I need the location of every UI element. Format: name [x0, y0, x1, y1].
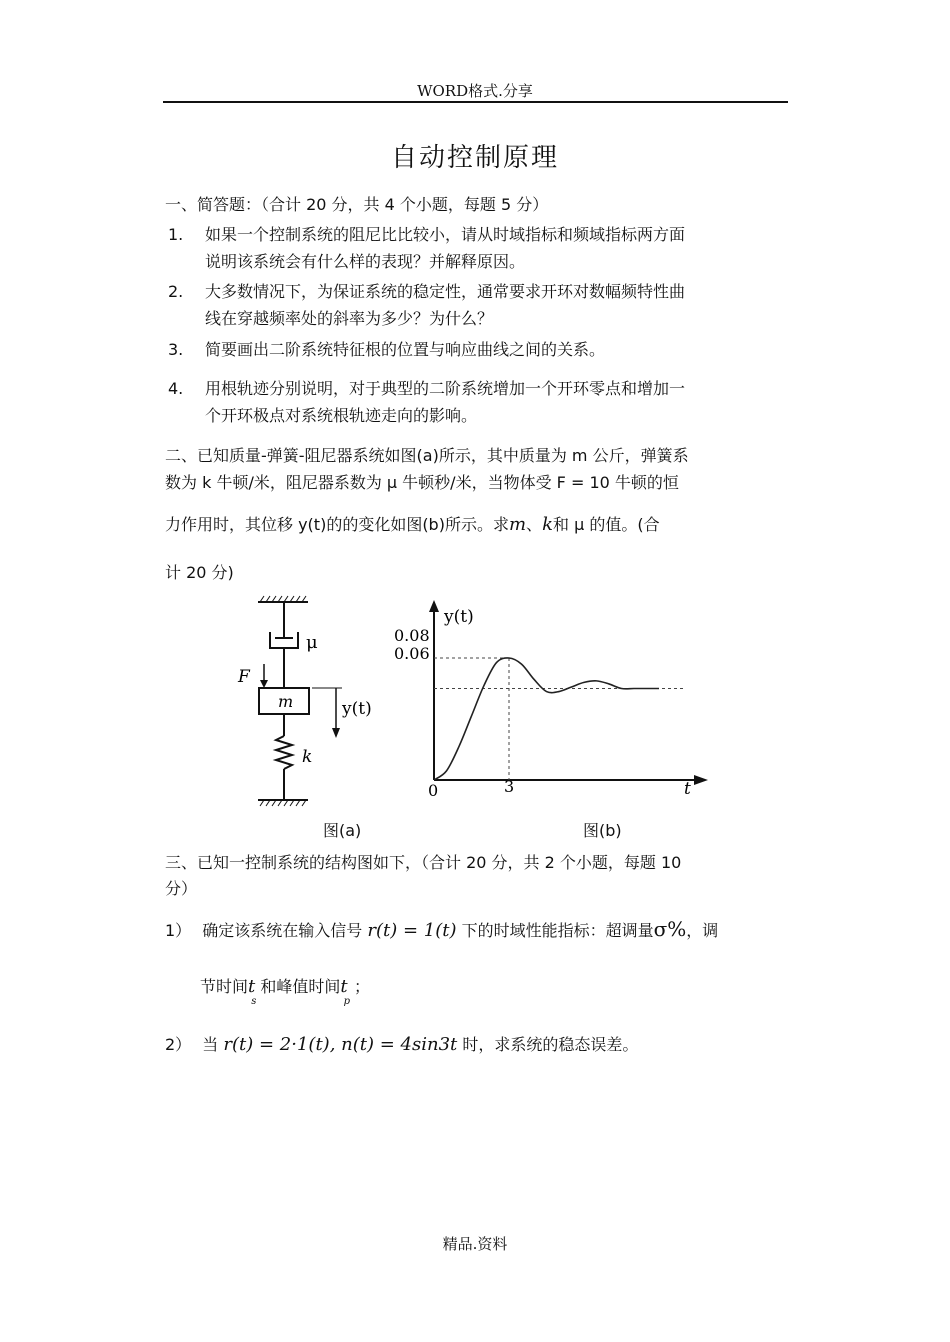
var-m: m — [508, 514, 527, 535]
section3-line1: 三、已知一控制系统的结构图如下，（合计 20 分，共 2 个小题，每题 10 — [165, 853, 682, 872]
q4-line2: 个开环极点对系统根轨迹走向的影响。 — [205, 406, 478, 425]
tick-label-3: 3 — [504, 777, 515, 796]
section2-line2: 数为 k 牛顿/米，阻尼器系数为 μ 牛顿秒/米，当物体受 F = 10 牛顿的恒 — [165, 473, 679, 492]
settling-time-symbol: t — [248, 976, 256, 997]
q1-line2: 说明该系统会有什么样的表现？并解释原因。 — [205, 252, 526, 271]
mass-label: m — [278, 692, 294, 711]
q3-number: 3. — [168, 340, 184, 359]
section2-line1: 二、已知质量-弹簧-阻尼器系统如图(a)所示，其中质量为 m 公斤，弹簧系 — [165, 446, 689, 465]
section3-q1-number: 1） — [165, 921, 192, 940]
section3-q2-line — [165, 1034, 638, 1056]
section3-q1-text-c: ，调 — [686, 921, 719, 940]
tick-label-008: 0.08 — [394, 626, 430, 645]
section3-q1-text-a: 确定该系统在输入信号 — [202, 921, 363, 940]
section3-q1-line1 — [165, 918, 718, 942]
section3-line2: 分） — [165, 879, 198, 898]
q3-line1: 简要画出二阶系统特征根的位置与响应曲线之间的关系。 — [205, 340, 606, 359]
var-k: k — [542, 514, 553, 535]
y-axis-label: y(t) — [444, 607, 474, 627]
y-axis-arrow — [429, 600, 439, 612]
section2-line3 — [165, 514, 660, 536]
q1-number: 1. — [168, 225, 184, 244]
document-title: 自动控制原理 — [390, 143, 559, 173]
section2-line3-text-a: 力作用时，其位移 y(t)的的变化如图(b)所示。求 — [165, 515, 509, 534]
response-curve — [434, 658, 659, 780]
section3-q1-line2-b: 和峰值时间 — [260, 977, 341, 996]
section2-line4: 计 20 分) — [165, 563, 234, 582]
page-footer: 精品.资料 — [442, 1235, 508, 1253]
q1-line1: 如果一个控制系统的阻尼比比较小，请从时域指标和频域指标两方面 — [205, 225, 686, 244]
section3-q1-formula: r(t) = 1(t) — [367, 920, 457, 941]
tick-label-006: 0.06 — [394, 644, 430, 663]
force-arrow-head — [260, 680, 268, 688]
section2-line3-text-b: 和 μ 的值。(合 — [552, 515, 660, 534]
mu-label: μ — [306, 632, 318, 653]
q4-line1: 用根轨迹分别说明，对于典型的二阶系统增加一个开环零点和增加一 — [205, 379, 686, 398]
q2-number: 2. — [168, 282, 184, 301]
q4-number: 4. — [168, 379, 184, 398]
section3-q1-line2-a: 节时间 — [200, 977, 249, 996]
section3-q2-text-a: 当 — [202, 1035, 219, 1054]
section3-q1-line2 — [200, 976, 371, 1007]
spring-coil — [276, 736, 292, 769]
page-header: WORD格式.分享 — [417, 82, 533, 100]
separator: 、 — [526, 515, 543, 534]
x-axis-arrow — [694, 775, 708, 785]
section3-q2-formula: r(t) = 2·1(t), n(t) = 4sin3t — [223, 1034, 458, 1055]
section3-q2-text-b: 时，求系统的稳态误差。 — [462, 1035, 639, 1054]
spring-label: k — [302, 747, 313, 767]
peak-time-subscript: p — [343, 996, 351, 1007]
section1-heading: 一、简答题：（合计 20 分，共 4 个小题，每题 5 分） — [165, 195, 549, 214]
displacement-arrow-head — [332, 728, 340, 738]
settling-time-subscript: s — [251, 996, 257, 1007]
section3-q1-text-b: 下的时域性能指标：超调量 — [461, 921, 654, 940]
displacement-label: y(t) — [342, 699, 372, 719]
tick-label-0: 0 — [428, 781, 439, 800]
force-label: F — [238, 667, 250, 687]
header-divider — [163, 101, 788, 103]
figure-b-caption: 图(b) — [583, 821, 622, 840]
figure-a-diagram — [238, 592, 388, 812]
q2-line2: 线在穿越频率处的斜率为多少？为什么？ — [205, 309, 494, 328]
section3-q2-number: 2） — [165, 1035, 192, 1054]
figure-a-caption: 图(a) — [323, 821, 362, 840]
x-axis-label: t — [684, 779, 691, 799]
q2-line1: 大多数情况下，为保证系统的稳定性，通常要求开环对数幅频特性曲 — [205, 282, 686, 301]
overshoot-symbol: σ% — [653, 917, 687, 941]
section3-q1-line2-c: ； — [354, 977, 371, 996]
peak-time-symbol: t — [340, 976, 348, 997]
figure-b-chart — [390, 596, 720, 806]
